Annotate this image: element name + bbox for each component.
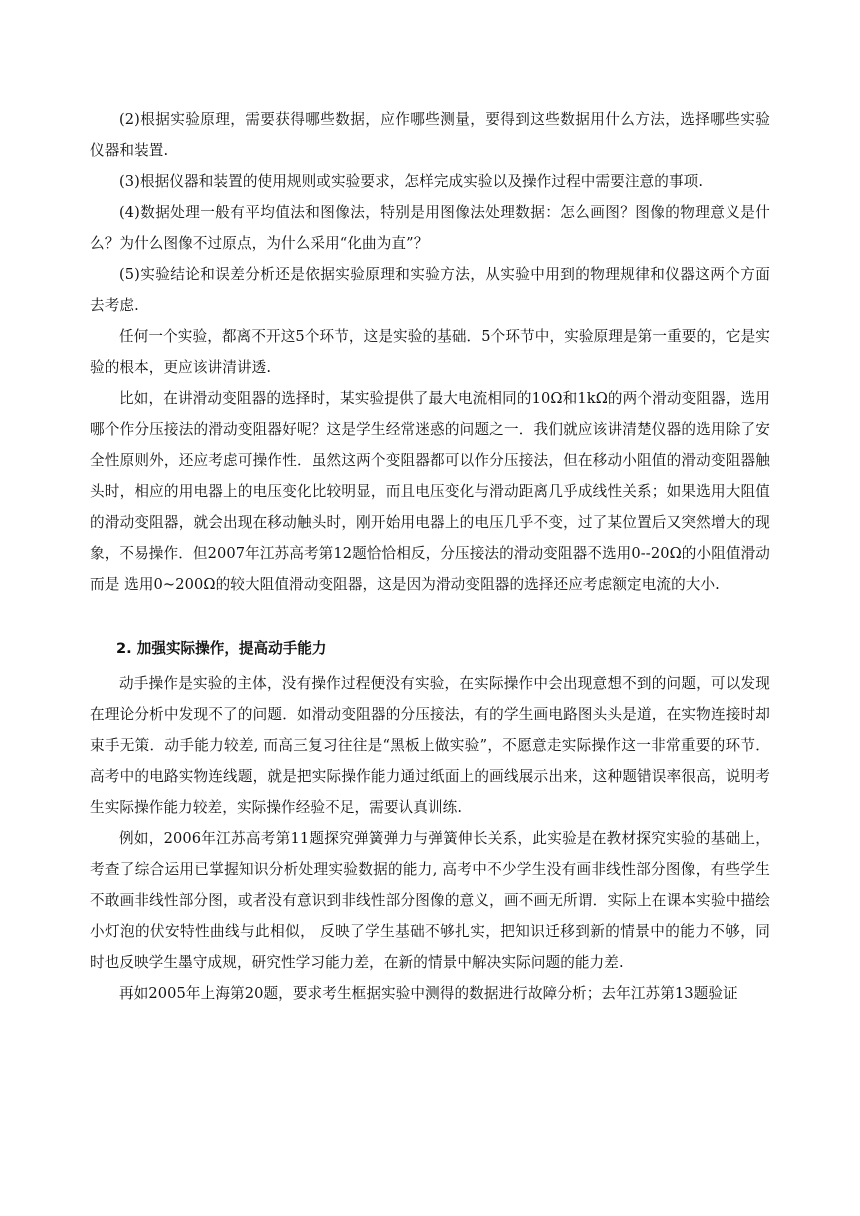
document-body (90, 104, 770, 1009)
paragraph-2006-example: 例如，2006年江苏高考第11题探究弹簧弹力与弹簧伸长关系，此实验是在教材探究实验的基础上，考查了综合运用已掌握知识分析处理实验数据的能力, 高考中不少学生没有画非线性部分图像，有些学生不敢画非线性部分图，或者没有意识到非线性部分图像的意义，画不画无所谓．实际上在课本实验中描绘小灯泡的伏安特性曲线与此相似， 反映了学生基础不够扎实，把知识迁移到新的情景中的能力不够，同时也反映学生墨守成规，研究性学习能力差，在新的情景中解决实际问题的能力差. (90, 830, 770, 971)
paragraph-rheostat-example: 比如，在讲滑动变阻器的选择时，某实验提供了最大电流相同的10Ω和1kΩ的两个滑动变阻器，选用哪个作分压接法的滑动变阻器好呢？这是学生经常迷惑的问题之一．我们就应该讲清楚仪器的选用除了安全性原则外，还应考虑可操作性．虽然这两个变阻器都可以作分压接法，但在移动小阻值的滑动变阻器触头时，相应的用电器上的电压变化比较明显，而且电压变化与滑动距离几乎成线性关系；如果选用大阻值的滑动变阻器，就会出现在移动触头时，刚开始用电器上的电压几乎不变，过了某位置后又突然增大的现象，不易操作．但2007年江苏高考第12题恰恰相反，分压接法的滑动变阻器不选用0--20Ω的小阻值滑动而是 选用0~200Ω的较大阻值滑动变阻器，这是因为滑动变阻器的选择还应考虑额定电流的大小. (90, 390, 770, 593)
paragraph-step-4: (4)数据处理一般有平均值法和图像法，特别是用图像法处理数据：怎么画图？图像的物理意义是什么？为什么图像不过原点，为什么采用“化曲为直”？ (90, 204, 770, 252)
paragraph-step-2: (2)根据实验原理，需要获得哪些数据，应作哪些测量，要得到这些数据用什么方法，选择哪些实验仪器和装置. (90, 111, 770, 159)
paragraph-step-5: (5)实验结论和误差分析还是依据实验原理和实验方法，从实验中用到的物理规律和仪器这两个方面去考虑. (90, 266, 770, 314)
section-heading: 2. 加强实际操作，提高动手能力 (116, 640, 327, 657)
section-gap (90, 600, 770, 633)
paragraph-five-steps: 任何一个实验，都离不开这5个环节，这是实验的基础．5个环节中，实验原理是第一重要的，它是实验的根本，更应该讲清讲透. (90, 328, 770, 376)
paragraph-2005-example: 再如2005年上海第20题，要求考生框据实验中测得的数据进行故障分析；去年江苏第13题验证 (119, 985, 738, 1002)
paragraph-hands-on: 动手操作是实验的主体，没有操作过程便没有实验，在实际操作中会出现意想不到的问题，可以发现在理论分析中发现不了的问题．如滑动变阻器的分压接法，有的学生画电路图头头是道，在实物连接时却束手无策．动手能力较差, 而高三复习往往是“黑板上做实验”，不愿意走实际操作这一非常重要的环节．高考中的电路实物连线题，就是把实际操作能力通过纸面上的画线展示出来，这种题错误率很高，说明考生实际操作能力较差，实际操作经验不足，需要认真训练. (90, 675, 770, 816)
paragraph-step-3: (3)根据仪器和装置的使用规则或实验要求，怎样完成实验以及操作过程中需要注意的事项. (119, 173, 704, 190)
